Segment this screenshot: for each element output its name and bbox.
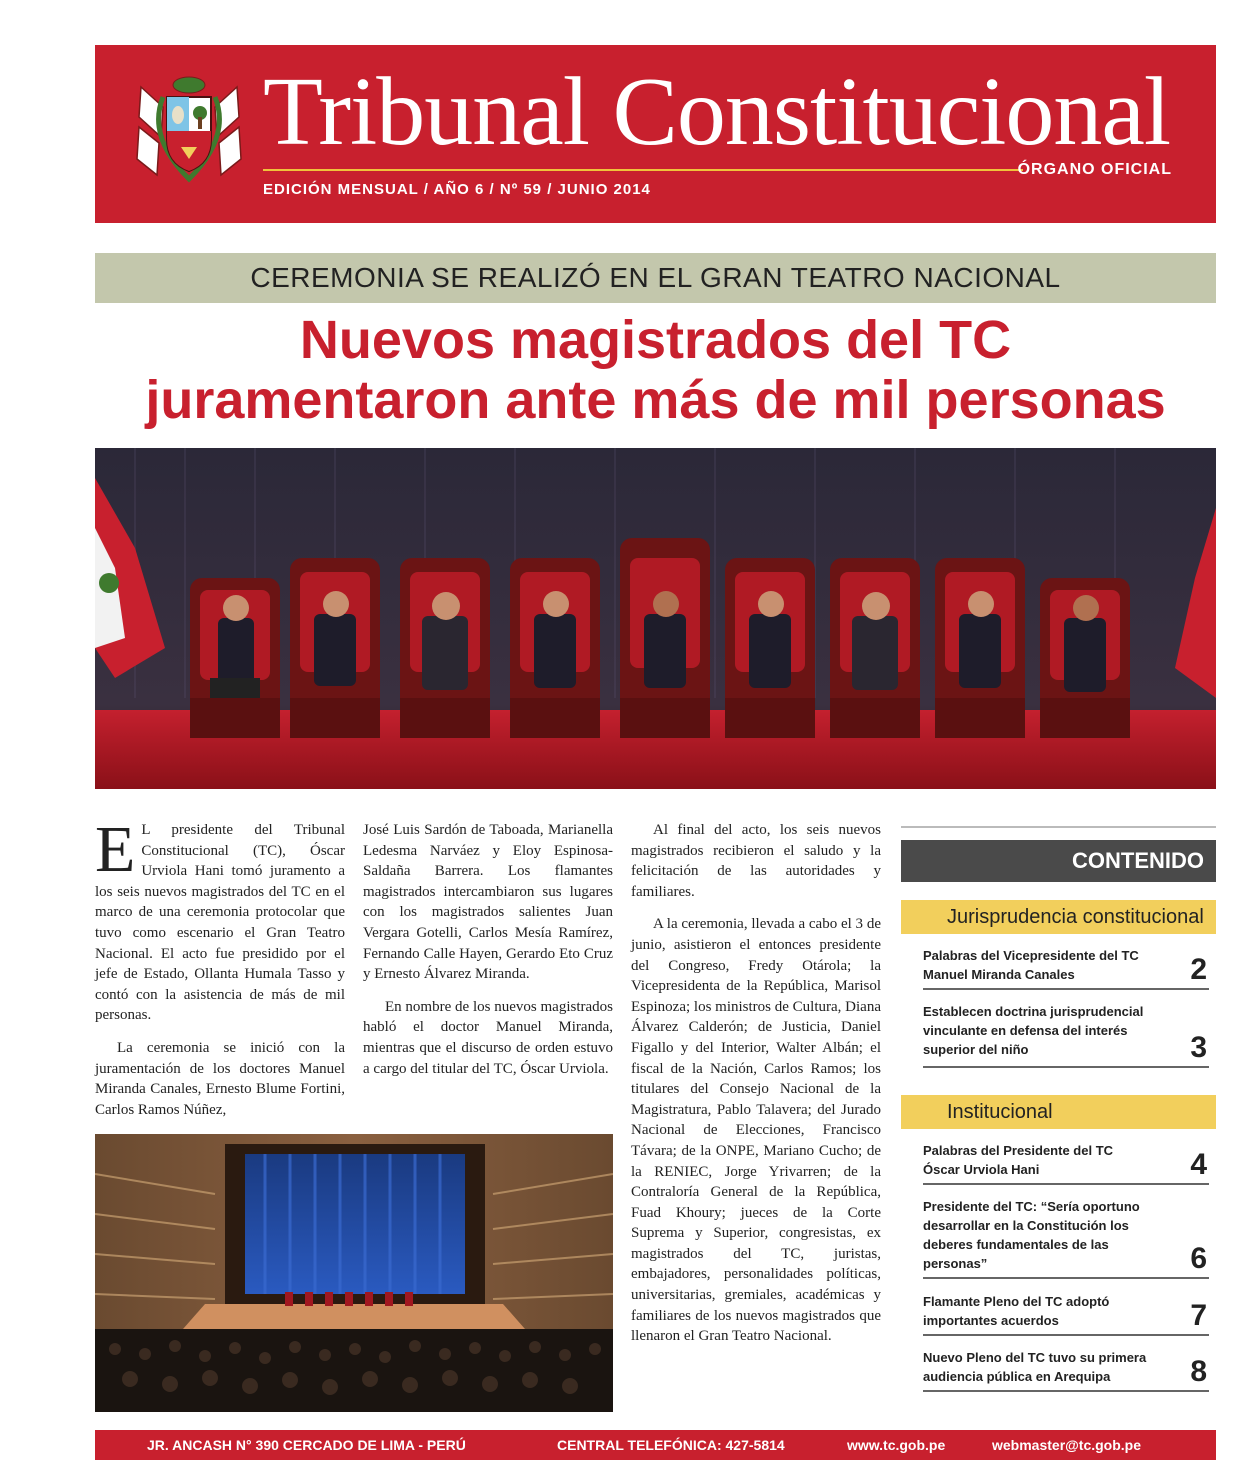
toc-item-title: Flamante Pleno del TC adoptó importantes acuerdos <box>923 1294 1110 1328</box>
footer-phone: CENTRAL TELEFÓNICA: 427-5814 <box>557 1437 785 1453</box>
toc-item-title: Presidente del TC: “Sería oportuno desarrollar en la Constitución los deberes fundamentales de las personas” <box>923 1199 1140 1271</box>
main-photo <box>95 448 1216 789</box>
article-col2-p2: En nombre de los nuevos magistrados habló el doctor Manuel Miranda, mientras que el discurso de orden estuvo a cargo del titular del TC, Óscar Urviola. <box>363 998 613 1077</box>
toc-category-jurisprudencia: Jurisprudencia constitucional <box>901 900 1216 934</box>
toc-category-institucional: Institucional <box>901 1095 1216 1129</box>
toc-item-page: 2 <box>1190 953 1207 986</box>
toc-heading: CONTENIDO <box>901 840 1216 882</box>
toc-item-page: 6 <box>1190 1242 1207 1275</box>
article-col3-p2: A la ceremonia, llevada a cabo el 3 de junio, asistieron el entonces presidente del Congreso, Fredy Otárola; la Vicepresidenta de la República, Marisol Espinoza; los ministros de Cultura, Diana Álvarez Calderón; de Justicia, Daniel Figallo y del Interior, Walter Albán; el fiscal de la Nación, Carlos Ramos; los titulares del Consejo Nacional de la Magistratura, Pablo Talavera; del Jurado Nacional de Elecciones, Francisco Távara; de la ONPE, Mariano Cucho; de la RENIEC, Jorge Yrivarren; de la Contraloría General de la República, Fuad Khoury; jueces de la Corte Suprema y Superior, congresistas, ex magistrados del TC, juristas, embajadores, personalidades políticas, universitarias, gremiales, académicas y familiares de los nuevos magistrados que llenaron el Gran Teatro Nacional. <box>631 916 881 1345</box>
toc-item[interactable] <box>923 1292 1209 1336</box>
kicker: CEREMONIA SE REALIZÓ EN EL GRAN TEATRO NACIONAL <box>95 253 1216 303</box>
toc-item-title: Establecen doctrina jurisprudencial vinculante en defensa del interés superior del niño <box>923 1004 1144 1057</box>
toc-item[interactable] <box>923 946 1209 990</box>
article-col3-p1: Al final del acto, los seis nuevos magistrados recibieron el saludo y la felicitación de las autoridades y familiares. <box>631 822 881 900</box>
masthead-organo: ÓRGANO OFICIAL <box>1017 161 1172 178</box>
toc-item-page: 8 <box>1190 1355 1207 1388</box>
toc-item-page: 3 <box>1190 1031 1207 1064</box>
toc-item[interactable] <box>923 1197 1209 1279</box>
toc-item[interactable] <box>923 1348 1209 1392</box>
coat-of-arms-icon <box>133 67 245 189</box>
table-of-contents <box>901 826 1216 1386</box>
masthead-rule <box>263 169 1023 171</box>
article-column-1 <box>95 813 345 1132</box>
toc-item-title: Palabras del Presidente del TC Óscar Urviola Hani <box>923 1143 1114 1177</box>
toc-item-title: Nuevo Pleno del TC tuvo su primera audiencia pública en Arequipa <box>923 1350 1147 1384</box>
toc-top-rule <box>901 826 1216 828</box>
article-col2-p1: José Luis Sardón de Taboada, Marianella Ledesma Narváez y Eloy Espinosa-Saldaña Barrera. Los flamantes magistrados intercambiaron sus lugares con los magistrados salientes Juan Vergara Gotelli, Carlos Mesía Ramírez, Fernando Calle Hayen, Gerardo Eto Cruz y Ernesto Álvarez Miranda. <box>363 822 613 983</box>
dropcap: E <box>95 813 136 886</box>
footer-email-link[interactable]: webmaster@tc.gob.pe <box>992 1437 1142 1453</box>
headline <box>95 310 1216 430</box>
toc-item-title: Palabras del Vicepresidente del TC Manuel Miranda Canales <box>923 948 1139 982</box>
article-col1-p1: L presidente del Tribunal Constitucional (TC), Óscar Urviola Hani tomó juramento a los seis nuevos magistrados del TC en el marco de una ceremonia protocolar que tuvo como escenario el Gran Teatro Nacional. El acto fue presidido por el jefe de Estado, Ollanta Humala Tasso y contó con la asistencia de más de mil personas. <box>95 822 345 1024</box>
headline-line-1: Nuevos magistrados del TC <box>299 310 1012 370</box>
headline-line-2: juramentaron ante más de mil personas <box>145 370 1166 430</box>
toc-item[interactable] <box>923 1141 1209 1185</box>
footer <box>95 1430 1216 1460</box>
toc-item-page: 7 <box>1190 1299 1207 1332</box>
toc-item[interactable] <box>923 1002 1209 1068</box>
masthead-title: Tribunal Constitucional <box>263 58 1171 166</box>
footer-website-link[interactable]: www.tc.gob.pe <box>847 1437 946 1453</box>
toc-item-page: 4 <box>1190 1148 1207 1181</box>
article-col1-p2: La ceremonia se inició con la juramentación de los doctores Manuel Miranda Canales, Ernesto Blume Fortini, Carlos Ramos Núñez, <box>95 1039 345 1118</box>
masthead-edition: EDICIÓN MENSUAL / AÑO 6 / Nº 59 / JUNIO 2014 <box>263 181 651 198</box>
masthead <box>95 45 1216 223</box>
theater-photo <box>95 1134 613 1412</box>
article-column-2 <box>363 820 613 1091</box>
article-column-3 <box>631 820 881 1359</box>
footer-address: JR. ANCASH N° 390 CERCADO DE LIMA - PERÚ <box>147 1437 466 1453</box>
